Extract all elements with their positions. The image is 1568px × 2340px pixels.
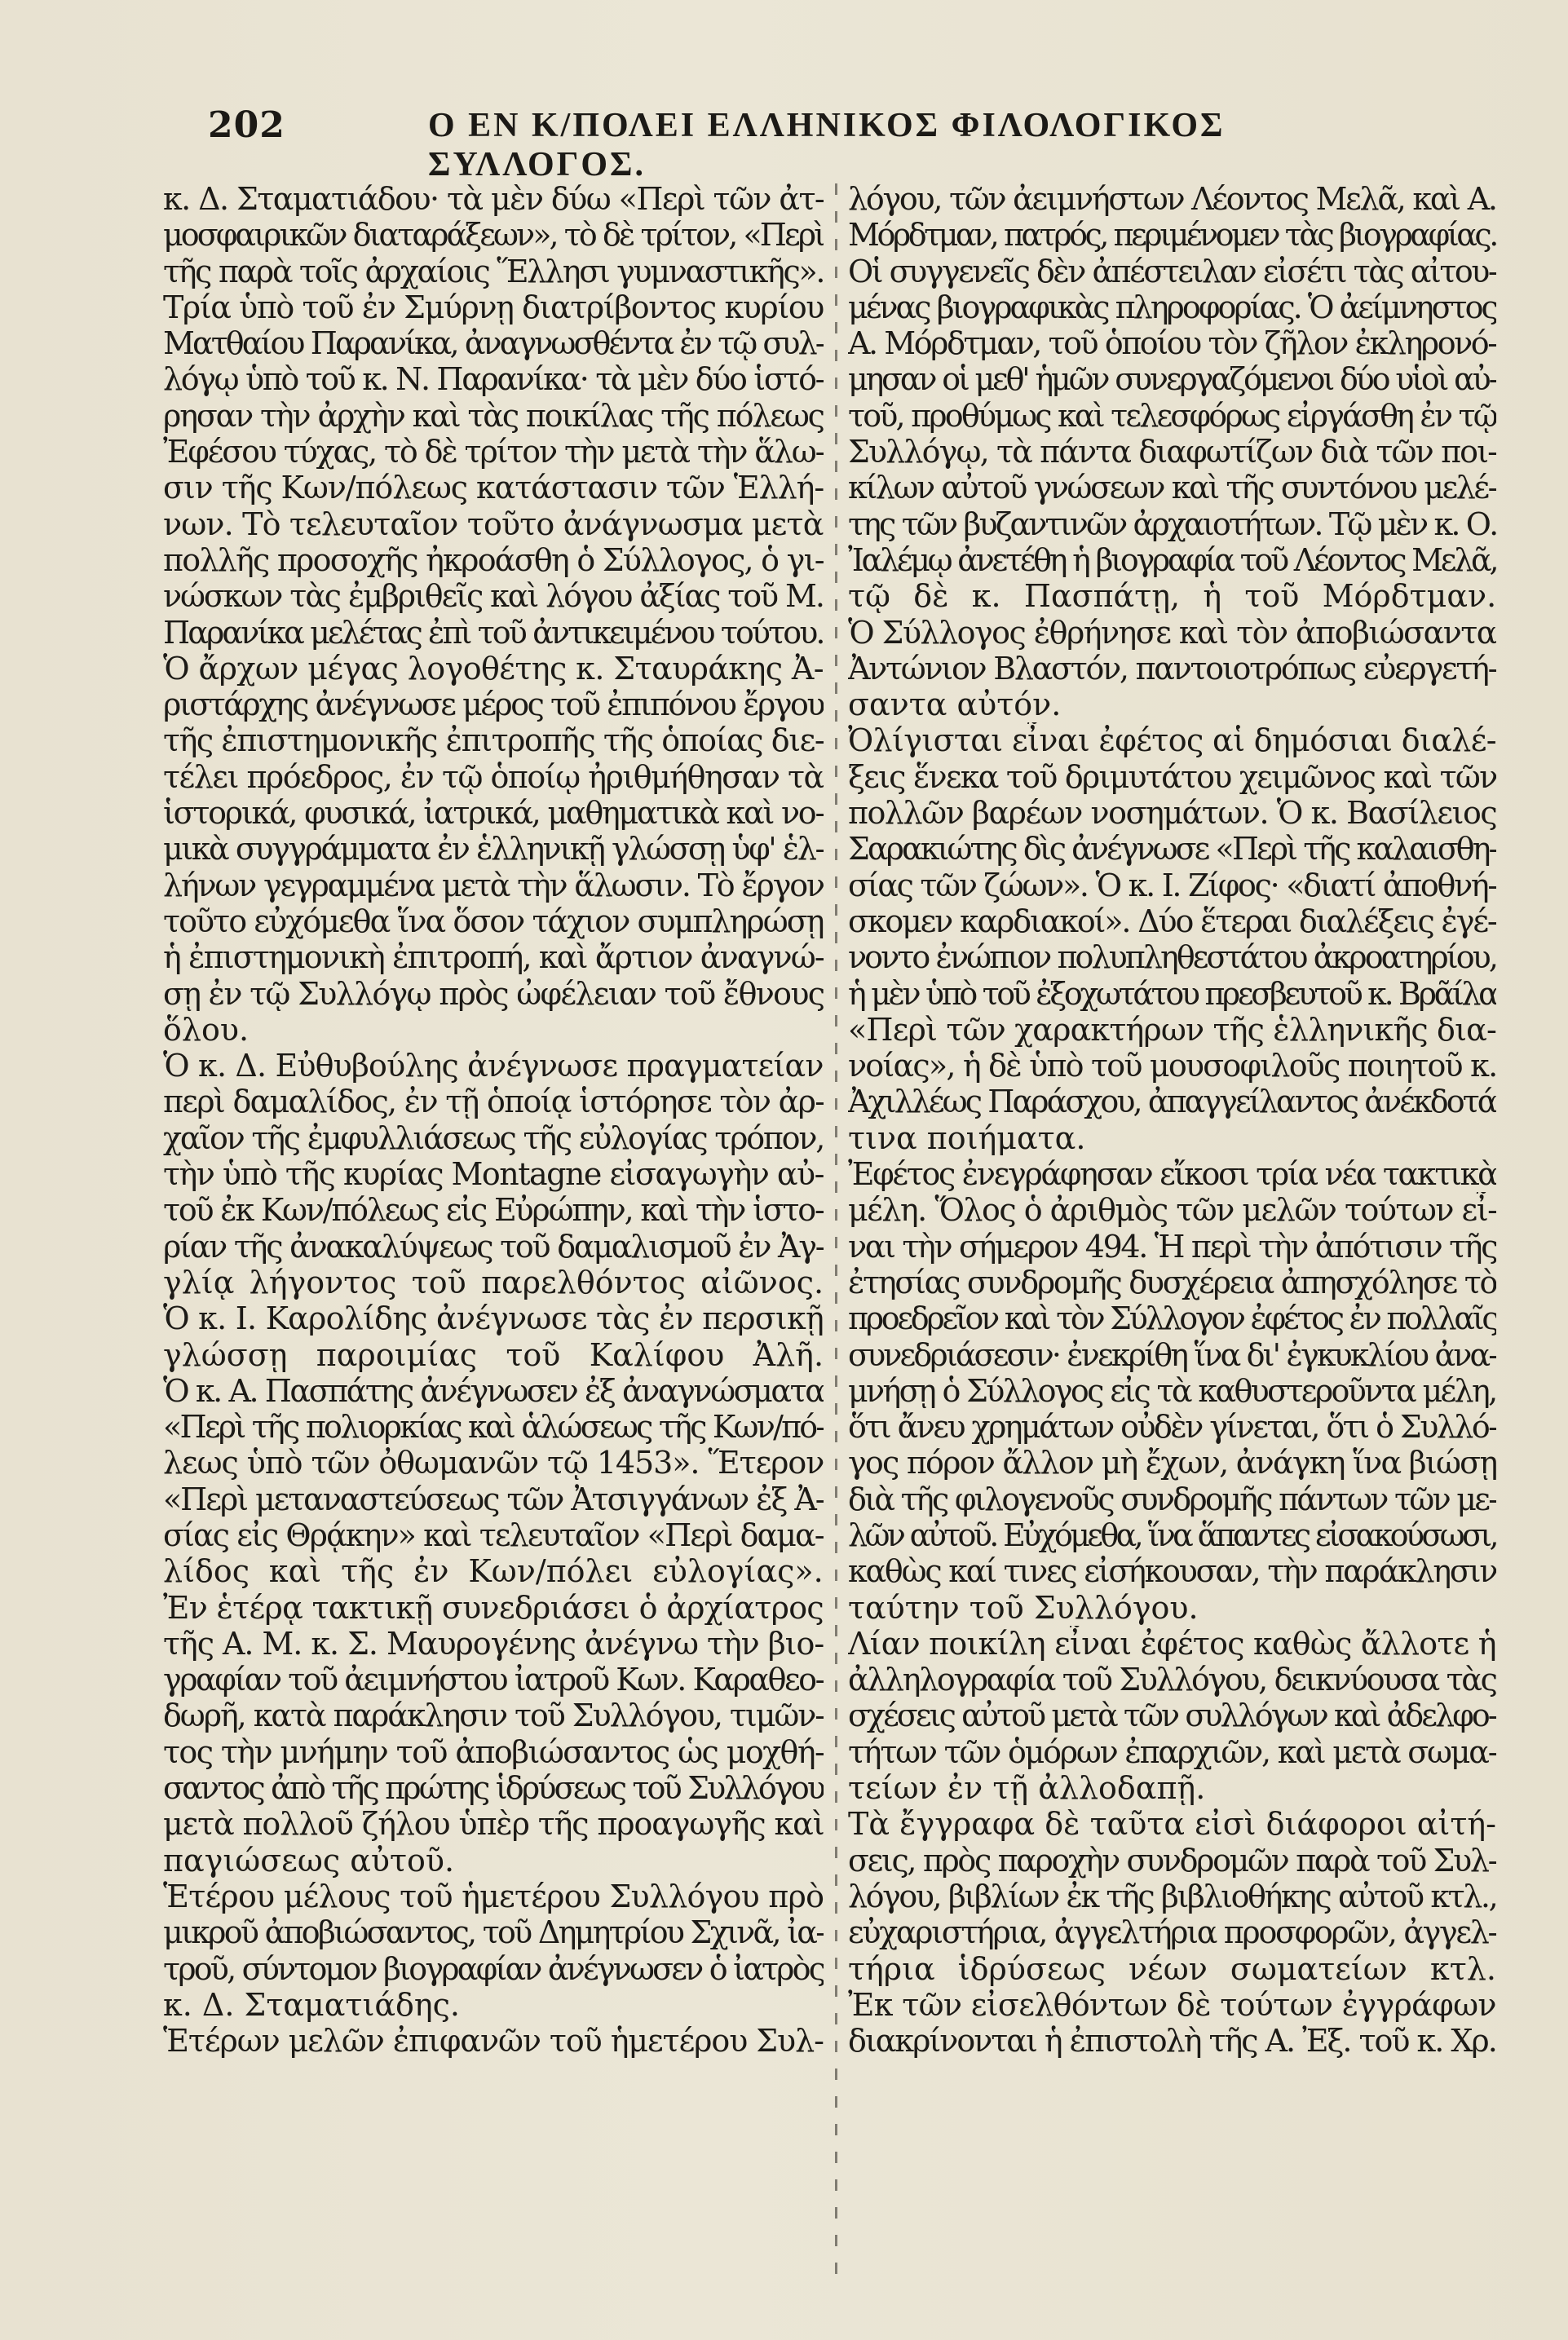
text-line: λόγου, τῶν ἀειμνήστων Λέοντος Μελᾶ, καὶ Α. (848, 181, 1496, 217)
text-line: Ἑτέρου μέλους τοῦ ἡμετέρου Συλλόγου πρὸ (163, 1878, 824, 1914)
text-line: Ἑτέρων μελῶν ἐπιφανῶν τοῦ ἡμετέρου Συλ- (163, 2023, 824, 2060)
text-line: τὴν ὑπὸ τῆς κυρίας Montagne εἰσαγωγὴν αὐ- (163, 1156, 824, 1193)
column-divider (835, 183, 837, 2287)
text-line: διὰ τῆς φιλογενοῦς συνδρομῆς πάντων τῶν με- (848, 1481, 1496, 1517)
text-line: ξεις ἕνεκα τοῦ δριμυτάτου χειμῶνος καὶ τῶν (848, 758, 1496, 795)
text-line: λόγῳ ὑπὸ τοῦ κ. Ν. Παρανίκα· τὰ μὲν δύο ἱστό- (163, 361, 824, 398)
text-line: σκομεν καρδιακοί». Δύο ἕτεραι διαλέξεις ἐγέ- (848, 903, 1496, 939)
text-line: τήτων τῶν ὁμόρων ἐπαρχιῶν, καὶ μετὰ σωμα- (848, 1733, 1496, 1770)
text-line: λόγου, βιβλίων ἐκ τῆς βιβλιοθήκης αὐτοῦ κτλ., (848, 1878, 1496, 1914)
text-line: Ἀχιλλέως Παράσχου, ἀπαγγείλαντος ἀνέκδοτά (848, 1084, 1496, 1120)
text-line: ὅτι ἄνευ χρημάτων οὐδὲν γίνεται, ὅτι ὁ Συλλό- (848, 1409, 1496, 1446)
text-line: ἡ ἐπιστημονικὴ ἐπιτροπή, καὶ ἄρτιον ἀναγνώ- (163, 939, 824, 976)
text-line: τήρια ἱδρύσεως νέων σωματείων κτλ. (848, 1950, 1496, 1987)
text-line: Ὁ Σύλλογος ἐθρήνησε καὶ τὸν ἀποβιώσαντα (848, 614, 1496, 651)
text-line: νοντο ἐνώπιον πολυπληθεστάτου ἀκροατηρίου, (848, 939, 1496, 976)
text-line: μησαν οἱ μεθ' ἡμῶν συνεργαζόμενοι δύο υἱοὶ αὐ- (848, 361, 1496, 398)
text-line: Συλλόγῳ, τὰ πάντα διαφωτίζων διὰ τῶν ποι- (848, 434, 1496, 470)
text-line: μετὰ πολλοῦ ζήλου ὑπὲρ τῆς προαγωγῆς καὶ (163, 1806, 824, 1843)
text-line: Ἰαλέμῳ ἀνετέθη ἡ βιογραφία τοῦ Λέοντος Μελᾶ, (848, 541, 1496, 578)
text-line: ἀλληλογραφία τοῦ Συλλόγου, δεικνύουσα τὰς (848, 1662, 1496, 1698)
text-line: Ματθαίου Παρανίκα, ἀναγνωσθέντα ἐν τῷ συλ- (163, 325, 824, 362)
text-line: τος τὴν μνήμην τοῦ ἀποβιώσαντος ὡς μοχθή- (163, 1733, 824, 1770)
text-line: ριστάρχης ἀνέγνωσε μέρος τοῦ ἐπιπόνου ἔργου (163, 687, 824, 723)
text-line: διακρίνονται ἡ ἐπιστολὴ τῆς Α. Ἐξ. τοῦ κ. Χρ. (848, 2023, 1496, 2060)
text-line: τῆς Α. Μ. κ. Σ. Μαυρογένης ἀνέγνω τὴν βιο- (163, 1625, 824, 1662)
text-line: τοῦ, προθύμως καὶ τελεσφόρως εἰργάσθη ἐν τῷ (848, 397, 1496, 434)
text-line: Ἐφέσου τύχας, τὸ δὲ τρίτον τὴν μετὰ τὴν ἅλω- (163, 434, 824, 470)
text-line: χαῖον τῆς ἐμφυλλιάσεως τῆς εὐλογίας τρόπον, (163, 1119, 824, 1156)
text-line: νων. Τὸ τελευταῖον τοῦτο ἀνάγνωσμα μετὰ (163, 506, 824, 542)
text-line: τῷ δὲ κ. Πασπάτῃ, ἡ τοῦ Μόρδτμαν. (848, 578, 1496, 615)
text-line: Ὀλίγισται εἶναι ἐφέτος αἱ δημόσιαι διαλέ- (848, 722, 1496, 759)
text-line: περὶ δαμαλίδος, ἐν τῇ ὁποίᾳ ἱστόρησε τὸν ἀρ- (163, 1084, 824, 1120)
text-line: τροῦ, σύντομον βιογραφίαν ἀνέγνωσεν ὁ ἰατρὸς (163, 1950, 824, 1987)
text-line: λίδος καὶ τῆς ἐν Κων/πόλει εὐλογίας». (163, 1553, 824, 1590)
text-line: σαντος ἀπὸ τῆς πρώτης ἱδρύσεως τοῦ Συλλόγου (163, 1770, 824, 1807)
text-line: σεις, πρὸς παροχὴν συνδρομῶν παρὰ τοῦ Συλ- (848, 1842, 1496, 1879)
text-line: λῶν αὐτοῦ. Εὐχόμεθα, ἵνα ἅπαντες εἰσακούσωσι, (848, 1517, 1496, 1553)
text-line: «Περὶ τῆς πολιορκίας καὶ ἁλώσεως τῆς Κων/πό- (163, 1409, 824, 1446)
text-line: σῃ ἐν τῷ Συλλόγῳ πρὸς ὠφέλειαν τοῦ ἔθνους (163, 975, 824, 1012)
text-line: εὐχαριστήρια, ἀγγελτήρια προσφορῶν, ἀγγελ- (848, 1914, 1496, 1951)
text-line: «Περὶ μεταναστεύσεως τῶν Ἀτσιγγάνων ἐξ Ἀ- (163, 1481, 824, 1517)
text-line: γραφίαν τοῦ ἀειμνήστου ἰατροῦ Κων. Καραθεο- (163, 1662, 824, 1698)
running-title: Ο ΕΝ Κ/ΠΟΛΕΙ ΕΛΛΗΝΙΚΟΣ ΦΙΛΟΛΟΓΙΚΟΣ ΣΥΛΛΟΓΟΣ. (428, 107, 1226, 183)
text-line: κ. Δ. Σταματιάδου· τὰ μὲν δύω «Περὶ τῶν ἀτ- (163, 181, 824, 217)
text-line: τέλει πρόεδρος, ἐν τῷ ὁποίῳ ἠριθμήθησαν τὰ (163, 758, 824, 795)
text-line: ὅλου. (163, 1011, 250, 1048)
left-text-column (163, 181, 824, 2317)
text-line: ἱστορικά, φυσικά, ἰατρικά, μαθηματικὰ καὶ νο- (163, 795, 824, 832)
text-line: σιν τῆς Κων/πόλεως κατάστασιν τῶν Ἑλλή- (163, 470, 824, 506)
text-line: μικροῦ ἀποβιώσαντος, τοῦ Δημητρίου Σχινᾶ, ἰα- (163, 1914, 824, 1951)
text-line: Ἀντώνιον Βλαστόν, παντοιοτρόπως εὐεργετή- (848, 650, 1496, 687)
text-line: Τὰ ἔγγραφα δὲ ταῦτα εἰσὶ διάφοροι αἰτή- (848, 1806, 1496, 1843)
text-line: σίας εἰς Θρᾴκην» καὶ τελευταῖον «Περὶ δαμα- (163, 1517, 824, 1553)
text-line: γλίᾳ λήγοντος τοῦ παρελθόντος αἰῶνος. (163, 1264, 824, 1300)
text-line: Παρανίκα μελέτας ἐπὶ τοῦ ἀντικειμένου τούτου. (163, 614, 824, 651)
text-line: μνήσῃ ὁ Σύλλογος εἰς τὰ καθυστεροῦντα μέλη, (848, 1372, 1496, 1409)
text-line: της τῶν βυζαντινῶν ἀρχαιοτήτων. Τῷ μὲν κ. Ο. (848, 506, 1496, 542)
text-line: λεως ὑπὸ τῶν ὀθωμανῶν τῷ 1453». Ἕτερον (163, 1445, 824, 1481)
text-line: ρησαν τὴν ἀρχὴν καὶ τὰς ποικίλας τῆς πόλεως (163, 397, 824, 434)
text-line: κίλων αὐτοῦ γνώσεων καὶ τῆς συντόνου μελέ- (848, 470, 1496, 506)
text-line: Τρία ὑπὸ τοῦ ἐν Σμύρνῃ διατρίβοντος κυρίου (163, 289, 824, 325)
text-line: προεδρεῖον καὶ τὸν Σύλλογον ἐφέτος ἐν πολλαῖς (848, 1300, 1496, 1337)
text-line: Λίαν ποικίλη εἶναι ἐφέτος καθὼς ἄλλοτε ἡ (848, 1625, 1496, 1662)
text-line: Οἱ συγγενεῖς δὲν ἀπέστειλαν εἰσέτι τὰς αἰτου- (848, 253, 1496, 289)
right-text-column (848, 181, 1496, 2317)
text-line: ἐτησίας συνδρομῆς δυσχέρεια ἀπησχόλησε τὸ (848, 1264, 1496, 1300)
text-line: πολλῆς προσοχῆς ἠκροάσθη ὁ Σύλλογος, ὁ γι- (163, 541, 824, 578)
text-line: Μόρδτμαν, πατρός, περιμένομεν τὰς βιογραφίας. (848, 217, 1496, 254)
text-line: Ὁ κ. Δ. Εὐθυβούλης ἀνέγνωσε πραγματείαν (163, 1048, 824, 1084)
text-line: σαντα αὐτόν. (848, 687, 1062, 723)
text-line: ἡ μὲν ὑπὸ τοῦ ἐξοχωτάτου πρεσβευτοῦ κ. Βρᾶίλα (848, 975, 1496, 1012)
text-line: σχέσεις αὐτοῦ μετὰ τῶν συλλόγων καὶ ἀδελφο- (848, 1698, 1496, 1734)
text-line: τοῦ ἐκ Κων/πόλεως εἰς Εὐρώπην, καὶ τὴν ἱστο- (163, 1192, 824, 1229)
text-line: κ. Δ. Σταματιάδης. (163, 1986, 461, 2023)
text-line: λήνων γεγραμμένα μετὰ τὴν ἅλωσιν. Τὸ ἔργον (163, 867, 824, 903)
page-number: 202 (208, 104, 285, 146)
text-line: μικὰ συγγράμματα ἐν ἑλληνικῇ γλώσσῃ ὑφ' ἑλ- (163, 831, 824, 868)
text-line: Ἐν ἑτέρᾳ τακτικῇ συνεδριάσει ὁ ἀρχίατρος (163, 1589, 824, 1626)
page-header (208, 104, 1431, 183)
text-line: τῆς παρὰ τοῖς ἀρχαίοις Ἕλλησι γυμναστικῆς». (163, 253, 824, 289)
text-line: «Περὶ τῶν χαρακτήρων τῆς ἑλληνικῆς δια- (848, 1011, 1496, 1048)
text-line: μέλη. Ὅλος ὁ ἀριθμὸς τῶν μελῶν τούτων εἶ- (848, 1192, 1496, 1229)
text-line: πολλῶν βαρέων νοσημάτων. Ὁ κ. Βασίλειος (848, 795, 1496, 832)
text-line: δωρῆ, κατὰ παράκλησιν τοῦ Συλλόγου, τιμῶν- (163, 1698, 824, 1734)
text-line: Ὁ κ. Α. Πασπάτης ἀνέγνωσεν ἐξ ἀναγνώσματα (163, 1372, 824, 1409)
text-line: γλώσσῃ παροιμίας τοῦ Καλίφου Ἀλῆ. (163, 1336, 824, 1373)
text-line: μοσφαιρικῶν διαταράξεων», τὸ δὲ τρίτον, «Περὶ (163, 217, 824, 254)
text-line: συνεδριάσεσιν· ἐνεκρίθη ἵνα δι' ἐγκυκλίου ἀνα- (848, 1336, 1496, 1373)
text-line: Ὁ ἄρχων μέγας λογοθέτης κ. Σταυράκης Ἀ- (163, 650, 824, 687)
text-line: μένας βιογραφικὰς πληροφορίας. Ὁ ἀείμνηστος (848, 289, 1496, 325)
text-line: Ἐφέτος ἐνεγράφησαν εἴκοσι τρία νέα τακτικὰ (848, 1156, 1496, 1193)
text-line: τινα ποιήματα. (848, 1119, 1086, 1156)
text-line: τείων ἐν τῇ ἀλλοδαπῇ. (848, 1770, 1206, 1807)
text-line: ναι τὴν σήμερον 494. Ἡ περὶ τὴν ἀπότισιν τῆς (848, 1228, 1496, 1265)
text-line: νώσκων τὰς ἐμβριθεῖς καὶ λόγου ἀξίας τοῦ Μ. (163, 578, 824, 615)
text-line: γος πόρον ἄλλον μὴ ἔχων, ἀνάγκη ἵνα βιώσῃ (848, 1445, 1496, 1481)
text-line: ρίαν τῆς ἀνακαλύψεως τοῦ δαμαλισμοῦ ἐν Ἀγ- (163, 1228, 824, 1265)
text-line: ταύτην τοῦ Συλλόγου. (848, 1589, 1199, 1626)
text-line: Ἐκ τῶν εἰσελθόντων δὲ τούτων ἐγγράφων (848, 1986, 1496, 2023)
text-line: Σαρακιώτης δὶς ἀνέγνωσε «Περὶ τῆς καλαισθη- (848, 831, 1496, 868)
text-line: παγιώσεως αὐτοῦ. (163, 1842, 455, 1879)
text-line: νοίας», ἡ δὲ ὑπὸ τοῦ μουσοφιλοῦς ποιητοῦ κ. (848, 1048, 1496, 1084)
text-line: τοῦτο εὐχόμεθα ἵνα ὅσον τάχιον συμπληρώσῃ (163, 903, 824, 939)
text-line: σίας τῶν ζώων». Ὁ κ. Ι. Ζίφος· «διατί ἀποθνή- (848, 867, 1496, 903)
text-line: Α. Μόρδτμαν, τοῦ ὁποίου τὸν ζῆλον ἐκληρονό- (848, 325, 1496, 362)
text-line: τῆς ἐπιστημονικῆς ἐπιτροπῆς τῆς ὁποίας διε- (163, 722, 824, 759)
text-line: Ὁ κ. Ι. Καρολίδης ἀνέγνωσε τὰς ἐν περσικῇ (163, 1300, 824, 1337)
text-line: καθὼς καί τινες εἰσήκουσαν, τὴν παράκλησιν (848, 1553, 1496, 1590)
